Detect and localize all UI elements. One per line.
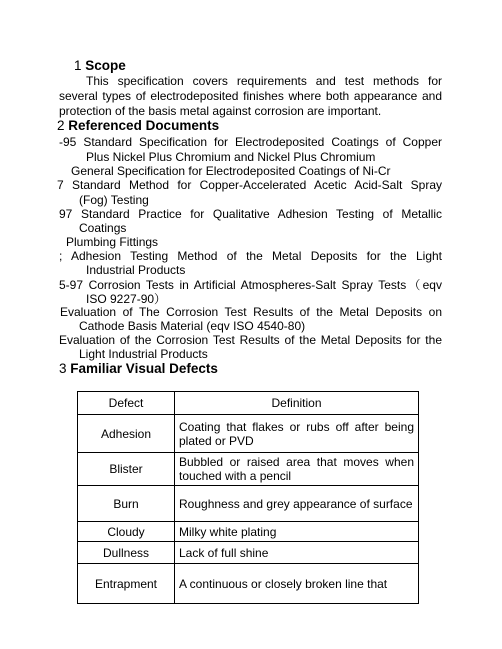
scope-line: protection of the basis metal against corrosion are important.: [59, 104, 382, 118]
section-number: 1: [74, 58, 82, 73]
reference-line: 5-97 Corrosion Tests in Artificial Atmospheres-Salt Spray Tests（eqv: [59, 278, 442, 292]
defects-table: [77, 391, 419, 604]
section-title: Referenced Documents: [68, 118, 220, 133]
section-heading-scope: [74, 58, 126, 74]
defect-cell: Dullness: [78, 542, 175, 564]
reference-line: 97 Standard Practice for Qualitative Adhesion Testing of Metallic: [59, 207, 442, 221]
definition-cell: Milky white plating: [175, 522, 419, 542]
reference-line: Coatings: [79, 221, 127, 235]
section-title: Familiar Visual Defects: [70, 361, 218, 376]
definition-cell: Lack of full shine: [175, 542, 419, 564]
reference-line: Plumbing Fittings: [66, 235, 159, 249]
table-header-row: [78, 392, 419, 415]
scope-line: several types of electrodeposited finishes where both appearance and: [59, 89, 442, 103]
defect-cell: Blister: [78, 453, 175, 486]
reference-line: ISO 9227-90）: [86, 292, 167, 306]
defect-cell: Burn: [78, 486, 175, 522]
defect-cell: Cloudy: [78, 522, 175, 542]
reference-line: (Fog) Testing: [79, 193, 149, 207]
reference-line: -95 Standard Specification for Electrodeposited Coatings of Copper: [59, 135, 442, 149]
table-row: [78, 486, 419, 522]
column-header-defect: Defect: [78, 392, 175, 415]
reference-line: Evaluation of the Corrosion Test Results of the Metal Deposits for the: [59, 333, 442, 347]
definition-cell: Bubbled or raised area that moves when touched with a pencil: [175, 453, 419, 486]
section-number: 2: [57, 118, 65, 133]
section-title: Scope: [85, 58, 126, 73]
reference-line: ; Adhesion Testing Method of the Metal Deposits for the Light: [59, 249, 442, 263]
reference-line: Plus Nickel Plus Chromium and Nickel Plus Chromium: [86, 150, 376, 164]
table-row: [78, 522, 419, 542]
reference-line: General Specification for Electrodeposited Coatings of Ni-Cr: [71, 164, 391, 178]
section-number: 3: [59, 361, 67, 376]
table-row: [78, 564, 419, 604]
reference-line: Industrial Products: [86, 263, 186, 277]
reference-line: Evaluation of The Corrosion Test Results of the Metal Deposits on: [60, 305, 442, 319]
reference-line: 7 Standard Method for Copper-Accelerated Acetic Acid-Salt Spray: [57, 178, 442, 192]
reference-line: Cathode Basis Material (eqv ISO 4540-80): [79, 319, 306, 333]
definition-cell: Roughness and grey appearance of surface: [175, 486, 419, 522]
reference-line: Light Industrial Products: [79, 347, 208, 361]
definition-cell: Coating that flakes or rubs off after being plated or PVD: [175, 415, 419, 453]
definition-cell: A continuous or closely broken line that: [175, 564, 419, 604]
table-row: [78, 453, 419, 486]
column-header-definition: Definition: [175, 392, 419, 415]
scope-line: This specification covers requirements and test methods for: [86, 74, 442, 88]
defect-cell: Adhesion: [78, 415, 175, 453]
table-row: [78, 415, 419, 453]
table-row: [78, 542, 419, 564]
defect-cell: Entrapment: [78, 564, 175, 604]
section-heading-referenced: [57, 118, 219, 134]
section-heading-visual-defects: [59, 361, 218, 377]
